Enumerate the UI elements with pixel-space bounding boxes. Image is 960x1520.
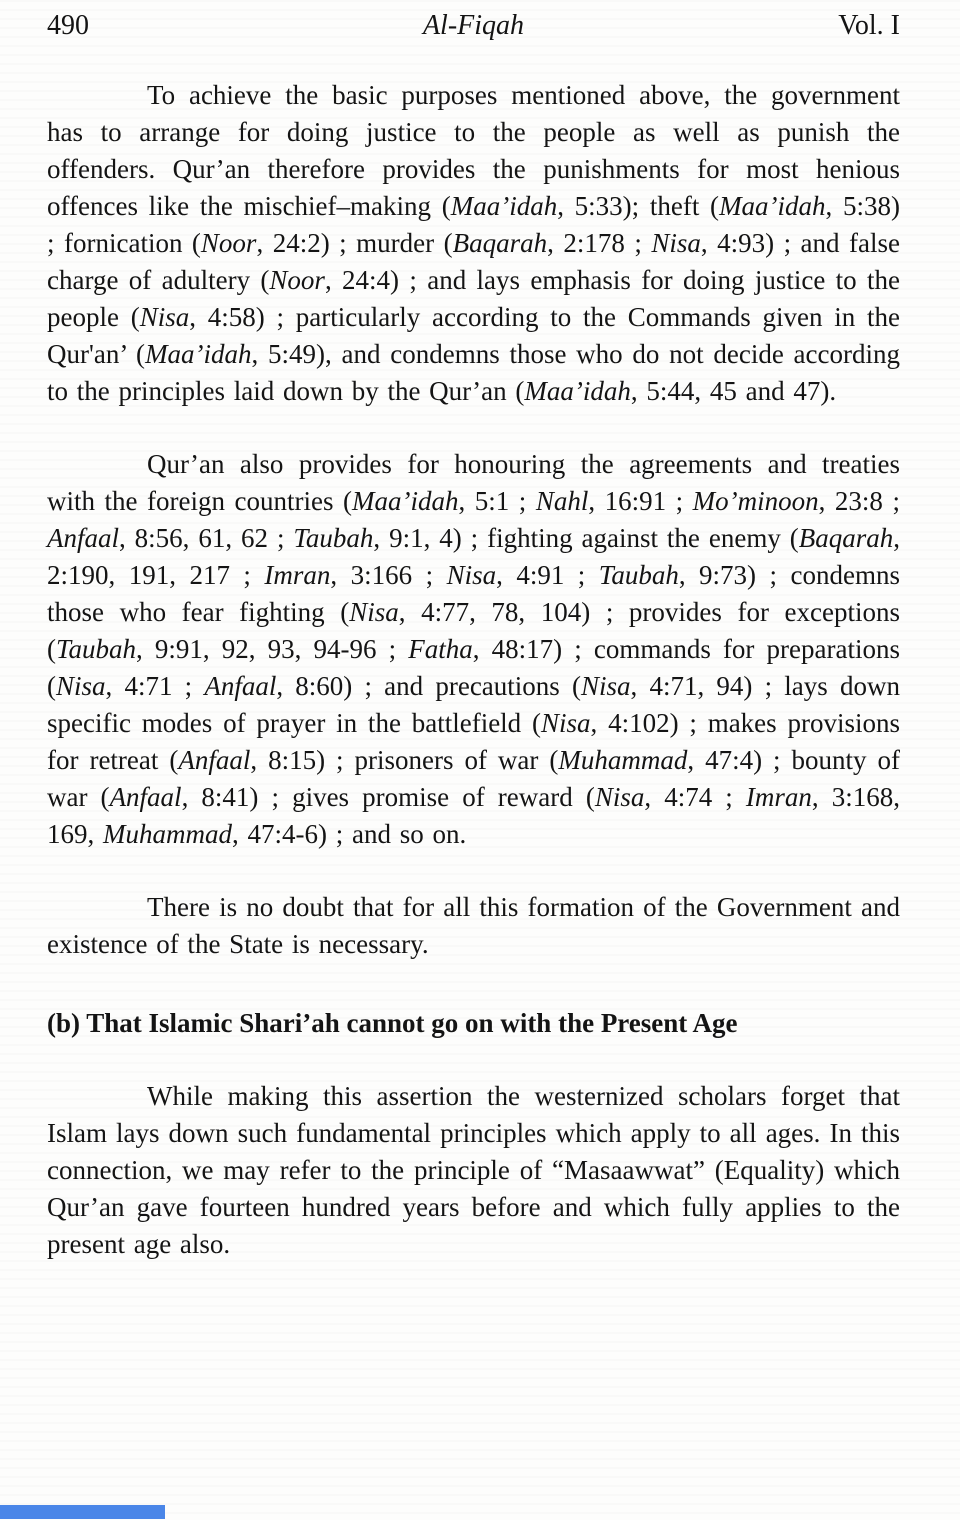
paragraph-justice-punishments: To achieve the basic purposes mentioned above, the government has to arrange for doing justice to the people as well as punish the offenders. Qur’an therefore provides the punishments for most henious offences like the mischief–making (Maa’idah, 5:33); theft (Maa’idah, 5:38) ; fornication (Noor, 24:2) ; murder (Baqarah, 2:178 ; Nisa, 4:93) ; and false charge of adultery (Noor, 24:4) ; and lays emphasis for doing justice to the people (Nisa, 4:58) ; particularly according to the Commands given in the Qur'an’ (Maa’idah, 5:49), and condemns those who do not decide according to the principles laid down by the Qur’an (Maa’idah, 5:44, 45 and 47). [47,80,901,406]
document-body [47,77,900,1263]
paragraph-present-age: While making this assertion the westernized scholars forget that Islam lays down such fundamental principles which apply to all ages. In this connection, we may refer to the principle of “Masaawwat” (Equality) which Qur’an gave fourteen hundred years before and which fully applies to the present age also. [47,1081,900,1259]
page-header [47,8,900,44]
paragraph-treaties-war: Qur’an also provides for honouring the agreements and treaties with the foreign countries (Maa’idah, 5:1 ; Nahl, 16:91 ; Mo’minoon, 23:8 ; Anfaal, 8:56, 61, 62 ; Taubah, 9:1, 4) ; fighting against the enemy (Baqarah, 2:190, 191, 217 ; Imran, 3:166 ; Nisa, 4:91 ; Taubah, 9:73) ; condemns those who fear fighting (Nisa, 4:77, 78, 104) ; provides for exceptions (Taubah, 9:91, 92, 93, 94-96 ; Fatha, 48:17) ; commands for preparations (Nisa, 4:71 ; Anfaal, 8:60) ; and precautions (Nisa, 4:71, 94) ; lays down specific modes of prayer in the battlefield (Nisa, 4:102) ; makes provisions for retreat (Anfaal, 8:15) ; prisoners of war (Muhammad, 47:4) ; bounty of war (Anfaal, 8:41) ; gives promise of reward (Nisa, 4:74 ; Imran, 3:168, 169, Muhammad, 47:4-6) ; and so on. [47,449,900,849]
book-title: Al-Fiqah [422,10,525,41]
scan-artifact-bar [0,1505,165,1519]
section-heading-b: (b) That Islamic Shari’ah cannot go on with the Present Age [47,1008,738,1038]
volume-label: Vol. I [838,10,900,41]
page-number: 490 [47,10,89,41]
paragraph-state-necessity: There is no doubt that for all this formation of the Government and existence of the State is necessary. [47,892,900,959]
